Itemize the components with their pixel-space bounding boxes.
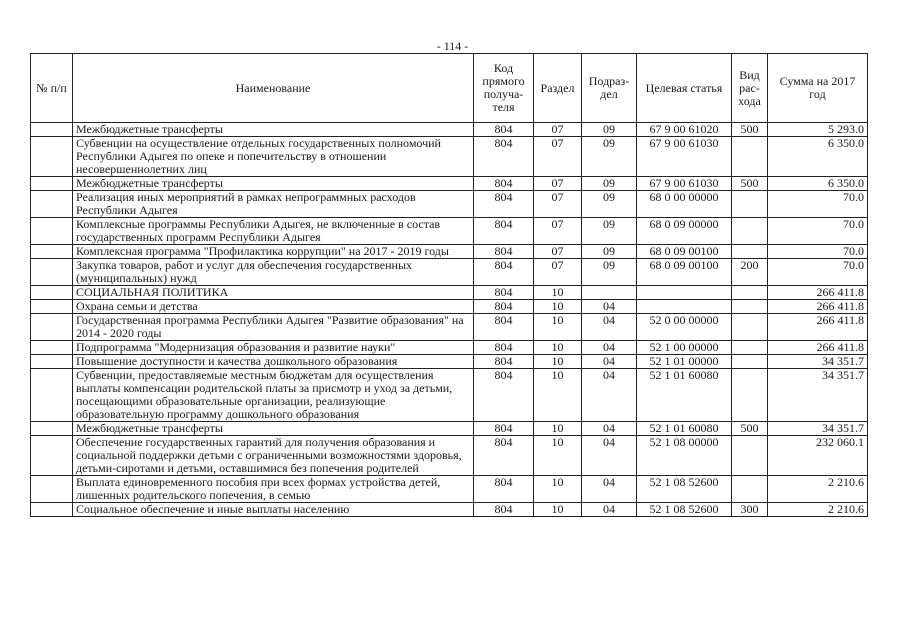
cell-name: Субвенции, предоставляемые местным бюджетам для осуществления выплаты компенсации родительской платы за присмотр и уход за детьми, посещающими образовательные организации, реализующие образовательную программу дошкольного образования — [73, 369, 474, 422]
cell-code: 804 — [474, 245, 534, 259]
cell-num — [31, 218, 73, 245]
cell-subsection: 04 — [582, 369, 637, 422]
cell-section: 10 — [534, 286, 582, 300]
cell-sum: 266 411.8 — [768, 341, 868, 355]
cell-sum: 6 350.0 — [768, 137, 868, 177]
cell-code: 804 — [474, 123, 534, 137]
cell-target: 68 0 00 00000 — [637, 191, 732, 218]
cell-sum: 2 210.6 — [768, 503, 868, 517]
table-row — [31, 137, 868, 177]
cell-section: 07 — [534, 123, 582, 137]
cell-sum: 70.0 — [768, 218, 868, 245]
cell-code: 804 — [474, 137, 534, 177]
cell-target: 52 1 01 60080 — [637, 369, 732, 422]
cell-kind — [732, 314, 768, 341]
table-row — [31, 341, 868, 355]
cell-sum: 70.0 — [768, 191, 868, 218]
cell-sum: 70.0 — [768, 245, 868, 259]
cell-name: Реализация иных мероприятий в рамках непрограммных расходов Республики Адыгея — [73, 191, 474, 218]
cell-section: 07 — [534, 177, 582, 191]
cell-sum: 266 411.8 — [768, 286, 868, 300]
cell-code: 804 — [474, 476, 534, 503]
cell-kind — [732, 369, 768, 422]
cell-code: 804 — [474, 218, 534, 245]
table-row — [31, 218, 868, 245]
cell-subsection: 09 — [582, 218, 637, 245]
cell-num — [31, 123, 73, 137]
cell-target: 68 0 09 00100 — [637, 259, 732, 286]
header-num: № п/п — [31, 54, 73, 123]
cell-code: 804 — [474, 300, 534, 314]
cell-target: 52 1 01 00000 — [637, 355, 732, 369]
cell-kind — [732, 245, 768, 259]
cell-name: Межбюджетные трансферты — [73, 123, 474, 137]
cell-section: 10 — [534, 369, 582, 422]
cell-num — [31, 503, 73, 517]
cell-section: 07 — [534, 137, 582, 177]
cell-subsection: 09 — [582, 123, 637, 137]
table-row — [31, 286, 868, 300]
cell-num — [31, 422, 73, 436]
cell-sum: 266 411.8 — [768, 300, 868, 314]
cell-sum: 70.0 — [768, 259, 868, 286]
cell-name: Обеспечение государственных гарантий для получения образования и социальной поддержки детьми с ограниченными возможностями здоровья, детьми-сиротами и детьми, оставшимися без попечения родителей — [73, 436, 474, 476]
cell-name: Межбюджетные трансферты — [73, 422, 474, 436]
table-row — [31, 422, 868, 436]
cell-num — [31, 286, 73, 300]
cell-sum: 5 293.0 — [768, 123, 868, 137]
cell-subsection: 04 — [582, 422, 637, 436]
cell-name: Подпрограмма "Модернизация образования и развитие науки" — [73, 341, 474, 355]
table-body — [31, 123, 868, 517]
cell-target: 52 1 08 00000 — [637, 436, 732, 476]
cell-subsection: 04 — [582, 503, 637, 517]
cell-num — [31, 369, 73, 422]
cell-num — [31, 177, 73, 191]
cell-sum: 266 411.8 — [768, 314, 868, 341]
cell-kind: 500 — [732, 422, 768, 436]
cell-kind — [732, 137, 768, 177]
cell-num — [31, 245, 73, 259]
cell-sum: 2 210.6 — [768, 476, 868, 503]
cell-kind — [732, 436, 768, 476]
header-code: Код прямого получа-теля — [474, 54, 534, 123]
cell-section: 10 — [534, 314, 582, 341]
header-target: Целевая статья — [637, 54, 732, 123]
cell-code: 804 — [474, 191, 534, 218]
cell-name: Субвенции на осуществление отдельных государственных полномочий Республики Адыгея по опеке и попечительству в отношении несовершеннолетних лиц — [73, 137, 474, 177]
table-row — [31, 503, 868, 517]
cell-code: 804 — [474, 259, 534, 286]
cell-name: Повышение доступности и качества дошкольного образования — [73, 355, 474, 369]
header-name: Наименование — [73, 54, 474, 123]
cell-target: 52 1 01 60080 — [637, 422, 732, 436]
cell-section: 10 — [534, 436, 582, 476]
table-row — [31, 476, 868, 503]
cell-num — [31, 191, 73, 218]
cell-subsection: 09 — [582, 137, 637, 177]
cell-target: 67 9 00 61030 — [637, 137, 732, 177]
cell-subsection — [582, 286, 637, 300]
cell-num — [31, 436, 73, 476]
cell-sum: 34 351.7 — [768, 355, 868, 369]
cell-section: 10 — [534, 503, 582, 517]
cell-num — [31, 476, 73, 503]
cell-section: 10 — [534, 300, 582, 314]
cell-subsection: 04 — [582, 314, 637, 341]
cell-section: 10 — [534, 341, 582, 355]
cell-subsection: 04 — [582, 355, 637, 369]
cell-kind: 500 — [732, 177, 768, 191]
cell-sum: 34 351.7 — [768, 422, 868, 436]
cell-num — [31, 341, 73, 355]
cell-name: Комплексная программа "Профилактика коррупции" на 2017 - 2019 годы — [73, 245, 474, 259]
cell-section: 07 — [534, 245, 582, 259]
cell-name: Охрана семьи и детства — [73, 300, 474, 314]
cell-target: 68 0 09 00000 — [637, 218, 732, 245]
cell-name: Комплексные программы Республики Адыгея, не включенные в состав государственных программ Республики Адыгея — [73, 218, 474, 245]
cell-kind — [732, 476, 768, 503]
cell-sum: 34 351.7 — [768, 369, 868, 422]
cell-kind — [732, 218, 768, 245]
cell-target: 52 0 00 00000 — [637, 314, 732, 341]
cell-code: 804 — [474, 355, 534, 369]
table-row — [31, 314, 868, 341]
cell-code: 804 — [474, 177, 534, 191]
cell-target: 52 1 08 52600 — [637, 476, 732, 503]
cell-target: 67 9 00 61030 — [637, 177, 732, 191]
cell-subsection: 09 — [582, 191, 637, 218]
cell-subsection: 04 — [582, 341, 637, 355]
cell-target — [637, 300, 732, 314]
table-row — [31, 177, 868, 191]
cell-subsection: 04 — [582, 436, 637, 476]
cell-subsection: 09 — [582, 245, 637, 259]
cell-kind — [732, 191, 768, 218]
cell-target: 52 1 08 52600 — [637, 503, 732, 517]
cell-code: 804 — [474, 314, 534, 341]
cell-subsection: 04 — [582, 476, 637, 503]
cell-code: 804 — [474, 369, 534, 422]
page-number: - 114 - — [436, 39, 469, 53]
header-subsection: Подраз-дел — [582, 54, 637, 123]
cell-name: СОЦИАЛЬНАЯ ПОЛИТИКА — [73, 286, 474, 300]
cell-kind: 200 — [732, 259, 768, 286]
table-row — [31, 369, 868, 422]
cell-target — [637, 286, 732, 300]
cell-name: Государственная программа Республики Адыгея "Развитие образования" на 2014 - 2020 годы — [73, 314, 474, 341]
cell-sum: 232 060.1 — [768, 436, 868, 476]
cell-kind: 500 — [732, 123, 768, 137]
cell-kind — [732, 286, 768, 300]
table-row — [31, 355, 868, 369]
cell-section: 07 — [534, 191, 582, 218]
cell-section: 10 — [534, 476, 582, 503]
cell-num — [31, 355, 73, 369]
cell-num — [31, 314, 73, 341]
cell-section: 10 — [534, 355, 582, 369]
table-row — [31, 436, 868, 476]
cell-kind: 300 — [732, 503, 768, 517]
cell-code: 804 — [474, 436, 534, 476]
cell-kind — [732, 300, 768, 314]
cell-kind — [732, 355, 768, 369]
table-row — [31, 191, 868, 218]
cell-kind — [732, 341, 768, 355]
cell-subsection: 04 — [582, 300, 637, 314]
cell-subsection: 09 — [582, 259, 637, 286]
cell-sum: 6 350.0 — [768, 177, 868, 191]
cell-name: Межбюджетные трансферты — [73, 177, 474, 191]
header-kind: Вид рас-хода — [732, 54, 768, 123]
cell-name: Социальное обеспечение и иные выплаты населению — [73, 503, 474, 517]
cell-target: 68 0 09 00100 — [637, 245, 732, 259]
table-row — [31, 123, 868, 137]
cell-code: 804 — [474, 422, 534, 436]
cell-section: 07 — [534, 218, 582, 245]
cell-num — [31, 300, 73, 314]
cell-num — [31, 259, 73, 286]
cell-num — [31, 137, 73, 177]
cell-code: 804 — [474, 341, 534, 355]
table-row — [31, 245, 868, 259]
cell-name: Закупка товаров, работ и услуг для обеспечения государственных (муниципальных) нужд — [73, 259, 474, 286]
cell-code: 804 — [474, 286, 534, 300]
header-sum: Сумма на 2017 год — [768, 54, 868, 123]
table-header-row — [31, 54, 868, 123]
header-section: Раздел — [534, 54, 582, 123]
cell-subsection: 09 — [582, 177, 637, 191]
table-row — [31, 259, 868, 286]
table-row — [31, 300, 868, 314]
cell-section: 07 — [534, 259, 582, 286]
cell-target: 52 1 00 00000 — [637, 341, 732, 355]
cell-target: 67 9 00 61020 — [637, 123, 732, 137]
budget-table — [30, 53, 868, 517]
cell-code: 804 — [474, 503, 534, 517]
cell-section: 10 — [534, 422, 582, 436]
cell-name: Выплата единовременного пособия при всех формах устройства детей, лишенных родительского попечения, в семью — [73, 476, 474, 503]
